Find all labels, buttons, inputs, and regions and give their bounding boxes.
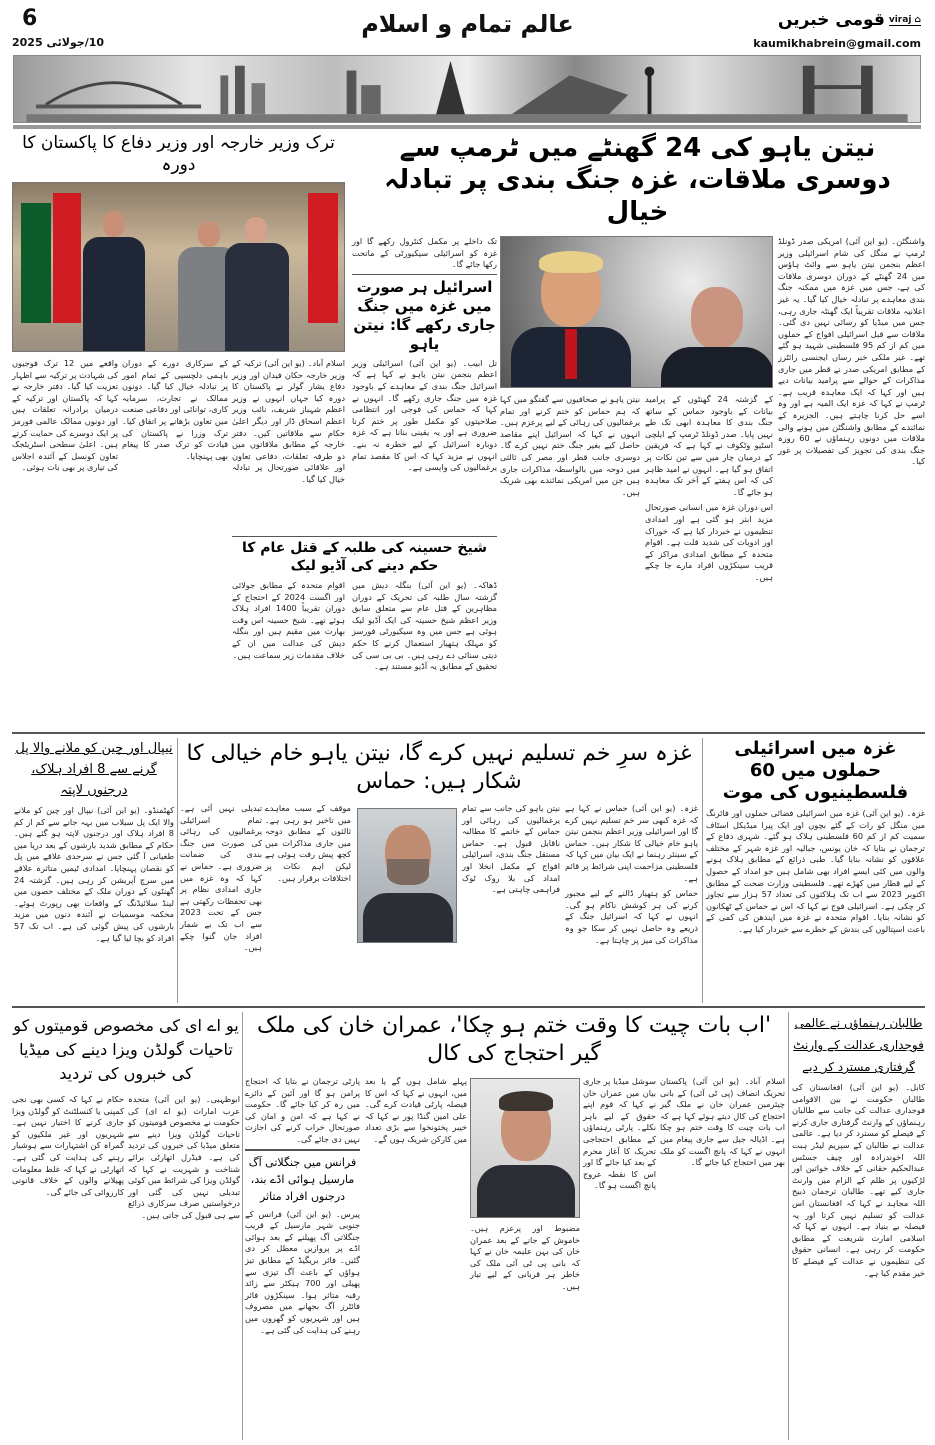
uae-article-col-1 bbox=[128, 1094, 240, 1222]
main-article-col-3 bbox=[500, 394, 640, 498]
divider bbox=[232, 536, 497, 537]
hasina-article-text: اقوام متحدہ کے مطابق جولائی اور اگست 2024 کے احتجاج کے دوران تقریباً 1400 افراد ہلاک ہوئے تھے۔ شیخ حسینہ اس وقت بھارت میں مقیم ہیں اور بنگلہ دیش کی عدالت میں ان کے خلاف مقدمات زیر سماعت ہیں۔ bbox=[232, 580, 346, 660]
main-article-text: کے گزشتہ 24 گھنٹوں کے پرامید بیانات کے باوجود حماس کے ساتھ جنگ بندی کا معاہدہ ابھی تک طے نہیں پایا۔ صدر ڈونلڈ ٹرمپ کے ایلچی اسٹیو وٹکوف نے کہا ہے کہ فریقین کے درمیان چار میں سے تین نکات پر اتفاق ہو گیا ہے۔ انہوں نے امید ظاہر کی کہ اس ہفتے کے آخر تک معاہدہ ہو جائے گا۔ bbox=[645, 394, 773, 497]
newspaper-logo-text: قومی خبریں bbox=[777, 10, 885, 30]
france-fire-article: پیرس۔ (یو این آئی) فرانس کے جنوبی شہر مارسیل کے قریب جنگلاتی آگ پھیلنے کے بعد ہوائی اڈے پر پروازیں معطل کر دی گئیں۔ فائر بریگیڈ کے مطابق تیز ہواؤں کے باعث آگ تیزی سے پھیلی اور 700 ہیکٹر سے زائد رقبہ متاثر ہوا۔ سینکڑوں فائر فائٹرز آگ بجھانے میں مصروف ہیں اور شہریوں کو گھروں میں رہنے کی ہدایت کی گئی ہے۔ bbox=[245, 1208, 360, 1335]
hasina-article-text: ڈھاکہ۔ (یو این آئی) بنگلہ دیش میں گزشتہ سال طلبہ کی تحریک کے دوران مظاہرین کے قتل عام سے متعلق سابق وزیر اعظم شیخ حسینہ کی ایک آڈیو لیک ہوئی ہے جس میں وہ سیکیورٹی فورسز کو مہلک ہتھیار استعمال کرنے کا حکم دیتی سنائی دے رہی ہیں۔ بی بی سی کی تحقیق کے مطابق یہ آڈیو مستند ہے۔ bbox=[352, 580, 497, 672]
main-article-text: نیتن یاہو نے صحافیوں سے گفتگو میں کہا کہ ہم حماس کو ختم کرنے اور تمام یرغمالیوں کی رہائی کے لیے پرعزم ہیں۔ انہوں نے کہا کہ اسرائیل اپنے مقاصد حاصل کیے بغیر جنگ ختم نہیں کرے گا۔ دوسری جانب قطر اور مصر کی ثالثی میں دوحہ میں بالواسطہ مذاکرات جاری ہیں جن میں امریکی نمائندے بھی شریک ہیں۔ bbox=[500, 394, 640, 497]
israel-war-sub-article bbox=[352, 236, 497, 474]
turkey-article-text: کے سرکاری دورے کے دوران باہمی دلچسپی کے تمام امور پر تبادلہ خیال کیا گیا۔ دونوں ممالک نے تجارت، سرمایہ کاری، توانائی اور دفاعی صنعت میں تعاون بڑھانے پر اتفاق کیا۔ ترک وزرا نے پاکستان کی قیادت کو ترک صدر کا پیغام بھی پہنچایا۔ bbox=[122, 358, 228, 461]
nepal-bridge-headline: نیپال اور چین کو ملانے والا پل گرنے سے 8 افراد ہلاک، درجنوں لاپتہ bbox=[15, 741, 173, 798]
sub-article-text: تل ابیب۔ (یو این آئی) اسرائیلی وزیر اعظم بنجمن نیتن یاہو نے کہا ہے کہ اسرائیل جنگ بندی کے معاہدے کے باوجود غزہ میں جنگ جاری رکھے گا۔ انہوں نے کہا کہ حماس کی فوجی اور انتظامی صلاحیتوں کو مکمل طور پر ختم کرنا ضروری ہے اور یہ یقینی بنانا ہے کہ غزہ دوبارہ اسرائیل کے لیے خطرہ نہ بنے۔ انہوں نے مزید کہا کہ اس کا مقصد تمام یرغمالیوں کی واپسی ہے۔ bbox=[352, 357, 497, 473]
france-fire-headline: فرانس میں جنگلاتی آگ مارسیل ہوائی اڈے بند، درجنوں افراد متاثر bbox=[248, 1155, 357, 1203]
gaza-deaths-text: غزہ۔ (یو این آئی) غزہ میں اسرائیلی فضائی حملوں اور فائرنگ میں منگل کو رات کے گئے بچوں اور ایک پیرا میڈیکل اسٹاف سمیت کم از کم 60 فلسطینی ہلاک ہو گئے۔ شہری دفاع کے ترجمان نے بتایا کہ خان یونس، جبالیہ اور غزہ شہر کے مختلف علاقوں کو نشانہ بنایا گیا۔ طبی ذرائع کے مطابق ہلاک ہونے والوں میں کئی ایسے افراد بھی شامل ہیں جو امداد کے حصول کے لیے قطار میں کھڑے تھے۔ فلسطینی وزارت صحت کے مطابق اکتوبر 2023 سے اب تک ہلاکتوں کی تعداد 57 ہزار سے تجاوز کر چکی ہے۔ اسرائیلی فوج نے کہا کہ اس نے حماس کے ٹھکانوں کو نشانہ بنایا۔ اقوام متحدہ نے غزہ میں ایندھن کی کمی کے باعث اسپتالوں کی بندش کے خطرے سے خبردار کیا ہے۔ bbox=[706, 808, 925, 934]
divider bbox=[245, 1149, 360, 1151]
section-title: عالم تمام و اسلام bbox=[361, 10, 574, 38]
taliban-headline: طالبان رہنماؤں نے عالمی فوجداری عدالت کے وارنٹ گرفتاری مسترد کر دیے bbox=[793, 1016, 924, 1074]
hamas-article-col-4 bbox=[180, 803, 262, 954]
imran-article-text: اسلام آباد۔ (یو این آئی) پاکستان تحریک انصاف (پی ٹی آئی) کے بانی چیئرمین عمران خان نے ملک گیر احتجاج کی کال دیتے ہوئے کہا ہے کہ اب بات چیت کا وقت ختم ہو چکا ہے۔ اڈیالہ جیل سے جاری پیغام میں انہوں نے کہا کہ پانچ اگست کو ملک بھر میں احتجاج کیا جائے گا۔ bbox=[660, 1076, 785, 1168]
hamas-article-col-3 bbox=[265, 803, 351, 884]
hamas-headline: غزہ سرِ خم تسلیم نہیں کرے گا، نیتن یاہو خام خیالی کا شکار ہیں: حماس bbox=[186, 741, 692, 794]
divider bbox=[702, 738, 703, 1003]
imran-article-col-3 bbox=[470, 1078, 580, 1293]
main-article-col-1 bbox=[778, 236, 925, 468]
taliban-article-text: کابل۔ (یو این آئی) افغانستان کی طالبان حکومت نے بین الاقوامی فوجداری عدالت کی جانب سے طالبان رہنماؤں کے وارنٹ گرفتاری جاری کرنے کے فیصلے کو مسترد کر دیا ہے۔ عالمی عدالت نے طالبان کے سپریم لیڈر ہبت اللہ اخوندزادہ اور چیف جسٹس عبدالحکیم حقانی کے خلاف خواتین اور لڑکیوں پر ظلم کے الزام میں وارنٹ جاری کیے تھے۔ طالبان ترجمان ذبیح اللہ مجاہد نے کہا کہ افغانستان اس عدالت کو تسلیم نہیں کرتا اور یہ فیصلہ بے بنیاد ہے۔ انہوں نے کہا کہ اسلامی امارت شریعت کے مطابق حکومت کر رہی ہے۔ انسانی حقوق کی تنظیموں نے عدالت کے فیصلے کا خیر مقدم کیا ہے۔ bbox=[792, 1082, 925, 1278]
taliban-article bbox=[792, 1012, 925, 1279]
nepal-article-text: کھٹمنڈو۔ (یو این آئی) نیپال اور چین کو ملانے والا ایک پل سیلاب میں بہہ جانے سے کم از کم 8 افراد ہلاک اور درجنوں لاپتہ ہو گئے ہیں۔ حکام کے مطابق شدید بارشوں کے بعد دریا میں طغیانی آ گئی جس نے سرحدی علاقے میں پل کو نقصان پہنچایا۔ امدادی ٹیمیں متاثرہ علاقے میں سرچ آپریشن کر رہی ہیں۔ گزشتہ 24 گھنٹوں کے دوران ملک کے مختلف حصوں میں لینڈ سلائیڈنگ کے واقعات بھی رپورٹ ہوئے۔ محکمہ موسمیات نے آئندہ دنوں میں مزید بارشوں کی پیش گوئی کی ہے۔ اب تک 57 افراد کو بچا لیا گیا ہے۔ bbox=[14, 805, 174, 943]
imran-khan-headline: 'اب بات چیت کا وقت ختم ہو چکا'، عمران خان کی ملک گیر احتجاج کی کال bbox=[256, 1013, 772, 1066]
page-number: 6 bbox=[22, 6, 38, 31]
trump-netanyahu-photo bbox=[500, 236, 773, 388]
turkey-article-text: اسلام آباد۔ (یو این آئی) ترکیہ کے وزیر خارجہ حکان فیدان اور وزیر دفاع یشار گولر نے پاکستان کا دورہ کیا جہاں انہوں نے وزیر اعظم شہباز شریف، نائب وزیر اعظم اسحاق ڈار اور دیگر اعلیٰ حکام سے ملاقاتیں کیں۔ دفتر خارجہ کے مطابق ملاقاتوں میں دو طرفہ تعلقات، دفاعی تعاون اور علاقائی صورتحال پر تبادلہ خیال کیا گیا۔ bbox=[232, 358, 345, 484]
world-landmarks-banner bbox=[13, 55, 921, 123]
hamas-article-text: تبدیلی نہیں آئی ہے۔ تمام اسرائیلی یرغمالیوں کی رہائی کی صورت میں جنگ بندی کی ضمانت ضروری ہے۔ حماس نے کہا کہ وہ غزہ میں جاری امدادی نظام پر بھی تحفظات رکھتی ہے جس کے تحت 2023 سے اب تک بے شمار افراد جان گنوا چکے ہیں۔ bbox=[180, 803, 262, 953]
section-divider bbox=[12, 1006, 925, 1008]
imran-article-text: پارٹی ترجمان نے بتایا کہ احتجاج پرامن ہو گا اور آئین کے دائرے میں رہ کر کیا جائے گا۔ حکومت نے کہا ہے کہ امن و امان کی صورتحال خراب کرنے کی اجازت نہیں دی جائے گی۔ bbox=[245, 1076, 360, 1144]
uae-article-col-2 bbox=[12, 1094, 124, 1198]
divider bbox=[242, 1012, 243, 1440]
hamas-article-text: حماس کو ہتھیار ڈالنے کے لیے مجبور کرنے کی ہر کوشش ناکام ہو گی۔ انہوں نے کہا کہ اسرائیل جنگ کے ذریعے وہ حاصل نہیں کر سکا جو وہ مذاکرات کی میز پر چاہتا ہے۔ bbox=[565, 888, 698, 945]
turkey-article-col-3 bbox=[12, 358, 118, 474]
divider bbox=[177, 738, 178, 1003]
hamas-article-text: غزہ۔ (یو این آئی) حماس نے کہا ہے کہ غزہ کبھی سر خم تسلیم نہیں کرے گا اور اسرائیلی وزیر اعظم بنجمن نیتن یاہو خام خیالی کا شکار ہیں۔ حماس کے سینئر رہنما نے ایک بیان میں کہا کہ فلسطینی مزاحمت اپنی شرائط پر قائم ہے۔ bbox=[565, 803, 698, 883]
hasina-article-col-2 bbox=[232, 580, 345, 661]
email[interactable]: kaumikhabrein@gmail.com bbox=[753, 37, 921, 50]
banner-divider bbox=[13, 125, 921, 129]
gaza-deaths-article bbox=[706, 738, 925, 936]
uae-article-text: ابوظہبی۔ (یو این آئی) متحدہ عرب امارات (یو اے ای) کی حکومت نے مخصوص قومیتوں کو تاحیات گولڈن ویزا دینے سے متعلق میڈیا کی خبروں کی تردید کی ہے۔ فیڈرل اتھارٹی برائے شناخت و شہریت نے کہا کہ گولڈن ویزا کی شرائط میں کوئی تبدیلی نہیں کی گئی اور درخواستیں صرف سرکاری ذرائع سے ہی قبول کی جاتی ہیں۔ bbox=[128, 1094, 240, 1220]
imran-article-text: مضبوط اور پرعزم ہیں۔ خاموش کے جانے کے بعد عمران خان کی بہن علیمہ خان نے کہا کہ بانی پی ٹی آئی ملک کی خاطر ہر قربانی کے لیے تیار ہیں۔ bbox=[470, 1223, 580, 1291]
main-headline bbox=[350, 132, 925, 228]
divider bbox=[788, 1012, 789, 1440]
main-headline-line-1: نیتن یاہو کی 24 گھنٹے میں ٹرمپ سے bbox=[399, 133, 876, 163]
israel-war-subheadline: اسرائیل ہر صورت میں غزہ میں جنگ جاری رکھے گا: نیتن یاہو bbox=[353, 277, 496, 353]
main-headline-line-2: دوسری ملاقات، غزہ جنگ بندی پر تبادلہ خیال bbox=[384, 165, 891, 227]
turkey-article-text: واقعے میں 12 ترک فوجیوں کی شہادت پر ترکیہ سے اظہار تعزیت کیا گیا۔ دفتر خارجہ نے کہا کہ پاکستان اور ترکیہ کے درمیان برادرانہ تعلقات ہیں اور دونوں ممالک عالمی فورمز پر ایک دوسرے کی حمایت کرتے ہیں۔ اعلیٰ سطحی اسٹریٹجک تعاون کونسل کے آئندہ اجلاس کی تیاری پر بھی بات ہوئی۔ bbox=[12, 358, 119, 473]
imran-khan-photo bbox=[470, 1078, 580, 1218]
imran-article-col-1 bbox=[660, 1076, 785, 1169]
hamas-leader-photo bbox=[357, 808, 457, 943]
hamas-article-text: موقف کے سبب معاہدے میں تاخیر ہو رہی ہے۔ ثالثوں کے مطابق دوحہ میں جاری مذاکرات میں کچھ پیش رفت ہوئی ہے لیکن اہم نکات پر اختلافات برقرار ہیں۔ bbox=[265, 803, 351, 883]
uae-article-text: حکام نے کہا کہ کسی بھی نجی کمپنی یا کنسلٹنٹ کو گولڈن ویزا جاری کرنے کا اختیار نہیں ہے۔ شہریوں اور غیر ملکیوں کو گمراہ کن اشتہارات سے ہوشیار رہنے کی ہدایت کی گئی ہے۔ اتھارٹی نے کہا کہ غلط معلومات پھیلانے والوں کے خلاف قانونی کارروائی کی جائے گی۔ bbox=[12, 1094, 124, 1197]
turkey-pakistan-ministers-photo bbox=[12, 182, 345, 352]
turkey-article-col-1 bbox=[232, 358, 345, 486]
imran-article-col-2 bbox=[583, 1076, 656, 1192]
imran-article-col-5 bbox=[245, 1076, 360, 1336]
turkey-visit-headline: ترک وزیر خارجہ اور وزیر دفاع کا پاکستان کا دورہ bbox=[22, 133, 335, 175]
masthead-logo bbox=[778, 10, 921, 30]
main-article-text: واشنگٹن۔ (یو این آئی) امریکی صدر ڈونلڈ ٹرمپ نے منگل کی شام اسرائیلی وزیر اعظم بنجمن نیتن یاہو سے وائٹ ہاؤس میں 24 گھنٹے کے دوران دوسری ملاقات کی ہے، جس میں غزہ میں ممکنہ جنگ بندی معاہدے پر تبادلہ خیال کیا گیا۔ یہ غیر اعلانیہ ملاقات تقریباً ایک گھنٹہ جاری رہی، جس میں میڈیا کو رسائی نہیں دی گئی۔ ملاقات سے قبل اسرائیلی افواج کے حملوں میں کم از کم 95 فلسطینی شہید ہو گئے تھے۔ غیر ملکی خبر رساں ایجنسی رائٹرز کے مطابق امریکی صدر نے قطر میں جاری مذاکرات کے حوالے سے پرامید بیانات دیے ہیں اور کہا کہ ایک معاہدہ قریب ہے۔ ٹرمپ نے کہا کہ غزہ ایک المیہ ہے اور وہ اسے حل کرنا چاہتے ہیں۔ الجزیرہ کے نمائندے کے مطابق واشنگٹن میں ہونے والی ملاقات میں دونوں رہنماؤں نے 60 روزہ جنگ بندی کی تجویز کی تفصیلات پر غور کیا۔ bbox=[778, 236, 925, 467]
imran-article-col-4 bbox=[365, 1076, 467, 1146]
date: 10/جولائی 2025 bbox=[12, 36, 105, 49]
sub-article-intro: تک داخلے پر مکمل کنٹرول رکھے گا اور غزہ کو اسرائیلی سیکیورٹی کے ماتحت رکھا جائے گا۔ bbox=[352, 236, 497, 270]
hamas-article-col-2 bbox=[462, 803, 560, 896]
main-article-col-2 bbox=[645, 394, 773, 584]
turkey-article-col-2 bbox=[122, 358, 228, 462]
hasina-headline: شیخ حسینہ کی طلبہ کے قتل عام کا حکم دینے کی آڈیو لیک bbox=[242, 540, 487, 574]
imran-article-text: سوشل میڈیا پر جاری بیان میں عمران خان نے کہا کہ قوم اپنے حقوق کے لیے باہر نکلے۔ پارٹی رہنماؤں کے مطابق احتجاجی تحریک کا آغاز محرم کے بعد کیا جائے گا اور اس کا نقطہ عروج پانچ اگست ہو گا۔ bbox=[583, 1076, 656, 1191]
nepal-article bbox=[14, 738, 174, 944]
divider bbox=[352, 274, 497, 275]
imran-article-text: پہلے شامل ہوں گے یا بعد میں، انہوں نے کہا کہ اس کا فیصلہ پارٹی قیادت کرے گی۔ علی امین گنڈا پور نے کہا کہ خیبر پختونخوا سے بڑی تعداد میں کارکن شریک ہوں گے۔ bbox=[365, 1076, 467, 1144]
hasina-article-col-1 bbox=[352, 580, 497, 673]
hamas-article-text: نیتن یاہو کی جانب سے تمام یرغمالیوں کی رہائی اور حماس کے خاتمے کا مطالبہ ناقابل قبول ہے۔ حماس مستقل جنگ بندی، اسرائیلی افواج کے مکمل انخلا اور امداد کی بلا روک ٹوک فراہمی چاہتی ہے۔ bbox=[462, 803, 560, 895]
uae-golden-visa-headline: یو اے ای کی مخصوص قومیتوں کو تاحیات گولڈن ویزا دینے کی میڈیا کی خبروں کی تردید bbox=[13, 1016, 239, 1083]
hamas-article-col-1 bbox=[565, 803, 698, 946]
main-article-text: اس دوران غزہ میں انسانی صورتحال مزید ابتر ہو گئی ہے اور امدادی تنظیموں نے خبردار کیا ہے کہ خوراک اور ادویات کی شدید قلت ہے۔ اقوام متحدہ کے مطابق امدادی مراکز کے قریب سینکڑوں افراد مارے جا چکے ہیں۔ bbox=[645, 502, 773, 582]
gaza-deaths-headline: غزہ میں اسرائیلی حملوں میں 60 فلسطینیوں کی موت bbox=[722, 738, 909, 803]
section-divider bbox=[12, 732, 925, 734]
viraj-logo-icon: ⌂ viraj bbox=[888, 14, 921, 25]
skyline-illustration bbox=[14, 56, 920, 122]
